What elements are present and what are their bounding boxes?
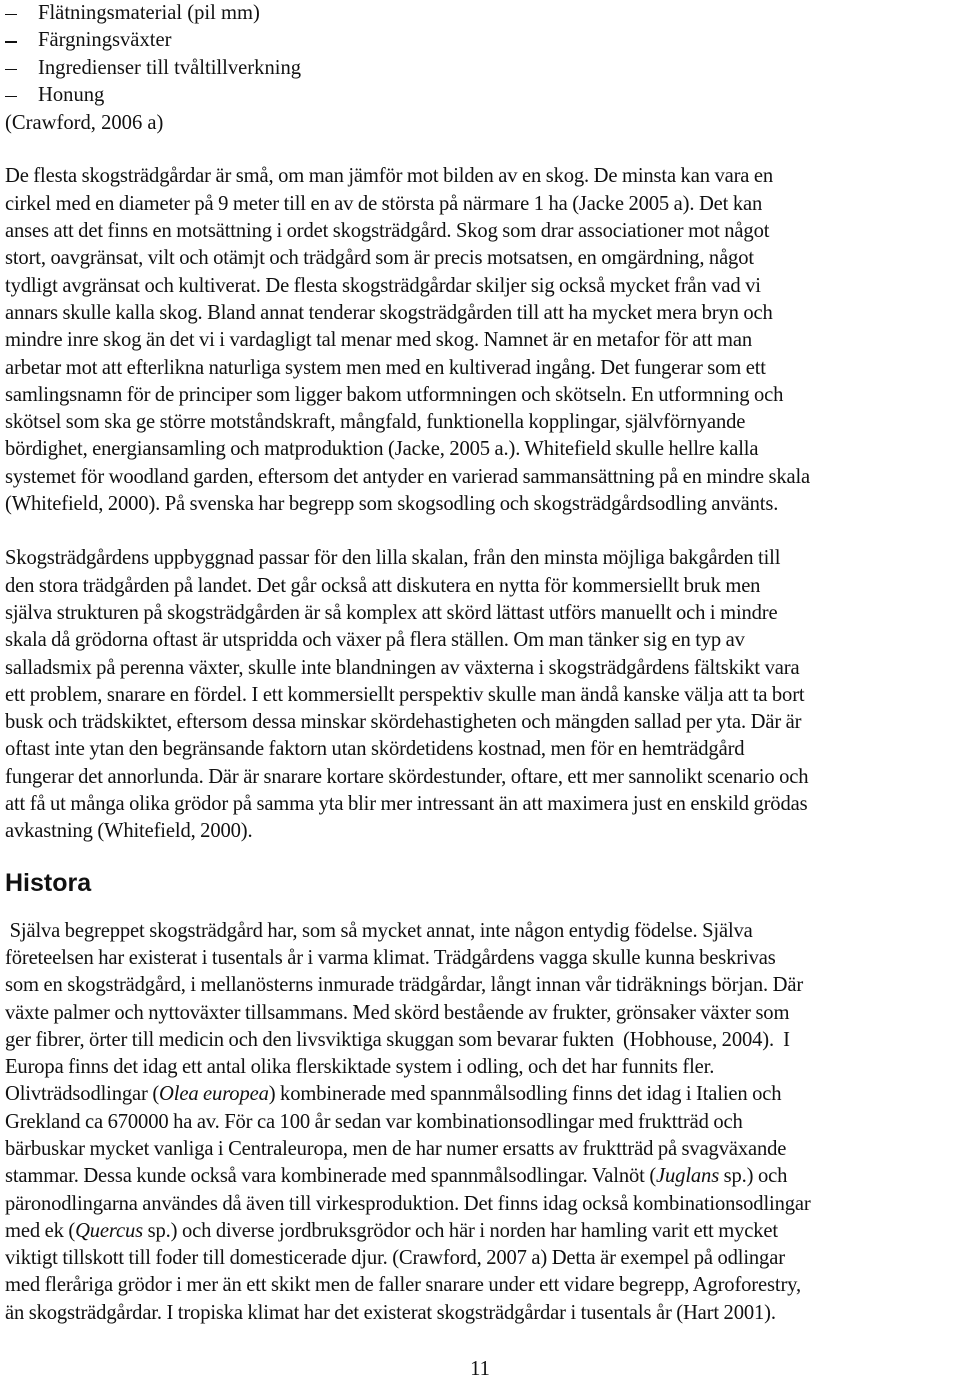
text-line: att få ut många olika grödor på samma yta blir mer intressant än att maximera just en enskild grödas xyxy=(5,793,808,816)
text-line xyxy=(5,1081,955,1108)
text-segment: ) kombinerade med spannmålsodling finns det idag i Italien och xyxy=(268,1083,782,1106)
list-item xyxy=(5,27,955,54)
text-line: än skogsträdgårdar. I tropiska klimat har det existerat skogsträdgårdar i tusentals år (Hart 2001). xyxy=(5,1301,776,1324)
text-line: Själva begreppet skogsträdgård har, som så mycket annat, inte någon entydig födelse. Själva xyxy=(5,919,753,942)
page-number: 11 xyxy=(470,1358,490,1380)
text-line: oftast inte ytan den begränsande faktorn utan skördetidens kostnad, men för en hemträdgård xyxy=(5,738,745,761)
list-item-text: Honung xyxy=(38,83,105,106)
text-line: den stora trädgården på landet. Det går också att diskutera en nytta för kommersiellt bruk men xyxy=(5,574,761,597)
text-line: fungerar det annorlunda. Där är snarare kortare skördestunder, oftare, ett mer sannolikt scenario och xyxy=(5,765,809,788)
section-heading: Historа xyxy=(5,868,92,897)
text-segment: med ek ( xyxy=(5,1219,76,1242)
list-item xyxy=(5,0,955,27)
text-line: busk och trädskiktet, eftersom dessa minskar skördehastigheten och mängden sallad per yta. Där är xyxy=(5,711,802,734)
text-line: annars skulle kalla skog. Bland annat tenderar skogsträdgården till att ha mycket mera bryn och xyxy=(5,301,773,324)
text-line: skötsel som ska ge större motståndskraft, mångfald, funktionella kopplingar, självförnyande xyxy=(5,411,746,434)
text-line: med fleråriga grödor i mer än ett skikt men de faller snarare under ett vidare begrepp, Agroforestry, xyxy=(5,1274,801,1297)
paragraph-3 xyxy=(5,918,955,1327)
text-line: mindre inre skog än det vi i vardagligt tal menar med skog. Namnet är en metafor för att man xyxy=(5,329,753,352)
text-line: själva strukturen på skogsträdgården är så komplex att skörd lättast utförs manuellt och i mindre xyxy=(5,601,778,624)
list-citation: (Crawford, 2006 a) xyxy=(5,112,164,135)
list-item-text: Flätningsmaterial (pil mm) xyxy=(38,2,260,24)
text-line: Europa finns det idag ett antal olika flerskiktade system i odling, och det har funnits fler. xyxy=(5,1056,715,1079)
text-line xyxy=(5,1163,955,1190)
text-line: stort, oavgränsat, vilt och otämjt och trädgård som är precis motsatsen, en omgärdning, något xyxy=(5,247,754,270)
bullet-list xyxy=(5,0,955,109)
text-line: salladsmix på perenna växter, skulle inte blandningen av växterna i skogsträdgårdens fältskikt vara xyxy=(5,656,800,679)
text-line: anses att det finns en motsättning i ordet skogsträdgård. Skog som drar associationer mot något xyxy=(5,220,770,243)
text-line: De flesta skogsträdgårdar är små, om man jämför mot bilden av en skog. De minsta kan vara en xyxy=(5,165,774,188)
list-item-text: Färgningsväxter xyxy=(38,29,172,52)
text-line: Skogsträdgårdens uppbyggnad passar för den lilla skalan, från den minsta möjliga bakgården till xyxy=(5,547,781,570)
text-line: (Whitefield, 2000). På svenska har begrepp som skogsodling och skogsträdgårdsodling använts. xyxy=(5,493,779,516)
text-line: ett problem, snarare en fördel. I ett kommersiellt perspektiv skulle man ändå kanske välja att ta bort xyxy=(5,683,805,706)
list-item-text: Ingredienser till tvåltillverkning xyxy=(38,56,302,79)
text-line: päronodlingarna användes då även till virkesproduktion. Det finns idag också kombinationsodlingar xyxy=(5,1192,811,1215)
text-line: bärbuskar mycket vanliga i Centraleuropa, men de har numer ersatts av fruktträd på svagväxande xyxy=(5,1137,787,1160)
dash-icon xyxy=(5,96,17,97)
text-segment: sp.) och xyxy=(719,1165,788,1188)
text-segment: stammar. Dessa kunde också vara kombinerade med spannmålsodlingar. Valnöt ( xyxy=(5,1165,657,1188)
text-line: skala då grödorna oftast är utspridda och växer på flera ställen. Om man tänker sig en typ av xyxy=(5,629,745,652)
text-line: samlingsnamn för de principer som ligger bakom utformningen och skötseln. En utformning och xyxy=(5,383,784,406)
text-line: arbetar mot att efterlikna naturliga system men med en kultiverad ingång. Det fungerar som ett xyxy=(5,356,766,379)
text-line: växte palmer och nyttoväxter tillsammans. Med skörd bestående av frukter, grönsaker växter som xyxy=(5,1001,790,1024)
text-line: som en skogsträdgård, i mellanösterns inmurade trädgårdar, långt innan vår tidräknings början. Där xyxy=(5,974,804,997)
list-item xyxy=(5,55,955,82)
paragraph-1 xyxy=(5,163,955,518)
text-line: ger fibrer, örter till medicin och den livsviktiga skuggan som bevarar fukten (Hobhouse, 2004). I xyxy=(5,1028,790,1051)
text-line: systemet för woodland garden, eftersom det antyder en varierad sammansättning på en mindre skala xyxy=(5,465,811,488)
text-line: cirkel med en diameter på 9 meter till en av de största på närmare 1 ha (Jacke 2005 a). Det kan xyxy=(5,192,763,215)
latin-name: Quercus xyxy=(75,1219,144,1242)
list-item xyxy=(5,82,955,109)
latin-name: Olea europea xyxy=(159,1083,269,1106)
document-page xyxy=(5,0,955,1327)
text-line xyxy=(5,1218,955,1245)
text-segment: sp.) och diverse jordbruksgrödor och här i norden har hamling varit ett mycket xyxy=(143,1219,778,1242)
text-line: avkastning (Whitefield, 2000). xyxy=(5,820,253,843)
text-segment: Olivträdsodlingar ( xyxy=(5,1083,160,1106)
dash-icon xyxy=(5,69,17,70)
latin-name: Juglans xyxy=(656,1165,720,1188)
paragraph-2 xyxy=(5,545,955,845)
text-line: tydligt avgränsat och kultiverat. De flesta skogsträdgårdar skiljer sig också mycket från vad vi xyxy=(5,274,761,297)
dash-icon xyxy=(5,14,17,15)
text-line: viktigt tillskott till foder till domesticerade djur. (Crawford, 2007 a) Detta är exempel på odlingar xyxy=(5,1247,785,1270)
text-line: Grekland ca 670000 ha av. För ca 100 år sedan var kombinationsodlingar med fruktträd och xyxy=(5,1110,743,1133)
text-line: bördighet, energiansamling och matproduktion (Jacke, 2005 a.). Whitefield skulle hellre kalla xyxy=(5,438,759,461)
text-line: företeelsen har existerat i tusentals år i varma klimat. Trädgårdens vagga skulle kunna beskrivas xyxy=(5,946,776,969)
dash-icon xyxy=(5,41,17,42)
